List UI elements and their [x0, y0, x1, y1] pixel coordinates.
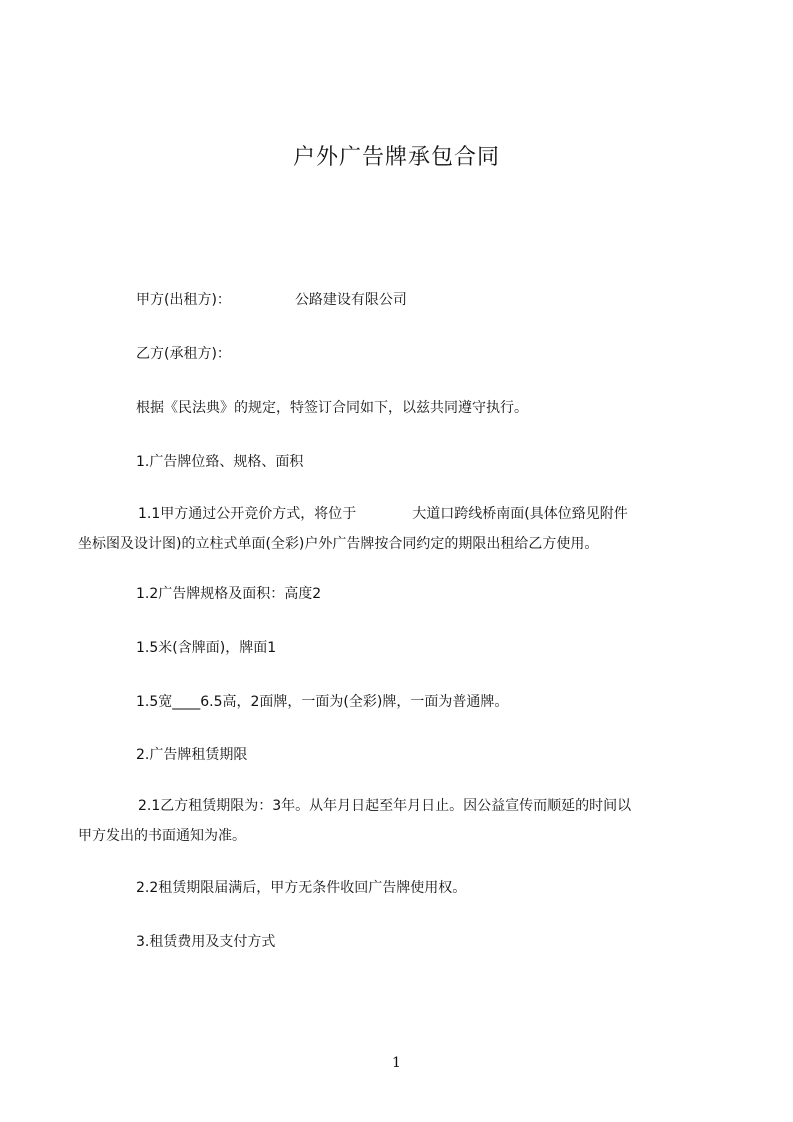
- section-1-heading: 1.广告牌位臵、规格、面积: [136, 454, 304, 470]
- clause-1-1-line2: 坐标图及设计图)的立柱式单面(全彩)户外广告牌按合同约定的期限出租给乙方使用。: [78, 536, 599, 552]
- clause-1-2: 1.2广告牌规格及面积：高度2: [136, 586, 322, 602]
- clause-1-1-text-a: 1.1甲方通过公开竞价方式，将位于: [138, 506, 357, 522]
- clause-2-2: 2.2租赁期限届满后，甲方无条件收回广告牌使用权。: [136, 880, 467, 896]
- intro-paragraph: 根据《民法典》的规定，特签订合同如下，以兹共同遵守执行。: [136, 400, 528, 416]
- party-a-label: 甲方(出租方)：: [136, 292, 231, 308]
- section-2-heading: 2.广告牌租赁期限: [136, 747, 248, 763]
- clause-2-1-line1: 2.1乙方租赁期限为：3年。从年月日起至年月日止。因公益宣传而顺延的时间以: [138, 798, 632, 814]
- clause-1-1-line1: [78, 499, 718, 529]
- party-b-label: 乙方(承租方)：: [136, 346, 231, 362]
- party-a-line: [136, 285, 407, 315]
- page-number: 1: [392, 1055, 401, 1071]
- clause-1-2-continued: 1.5米(含牌面)，牌面1: [136, 640, 277, 656]
- section-3-heading: 3.租赁费用及支付方式: [136, 934, 276, 950]
- clause-1-2-spec: 1.5宽____6.5高，2面牌，一面为(全彩)牌，一面为普通牌。: [136, 694, 509, 710]
- party-b-line: [136, 339, 231, 369]
- clause-2-1-line2: 甲方发出的书面通知为准。: [78, 828, 246, 844]
- clause-1-1-text-b: 大道口跨线桥南面(具体位臵见附件: [412, 506, 628, 522]
- clause-2-1: [78, 791, 718, 851]
- party-a-value: 公路建设有限公司: [294, 292, 407, 308]
- document-title: 户外广告牌承包合同: [292, 145, 500, 170]
- clause-1-1: [78, 499, 718, 559]
